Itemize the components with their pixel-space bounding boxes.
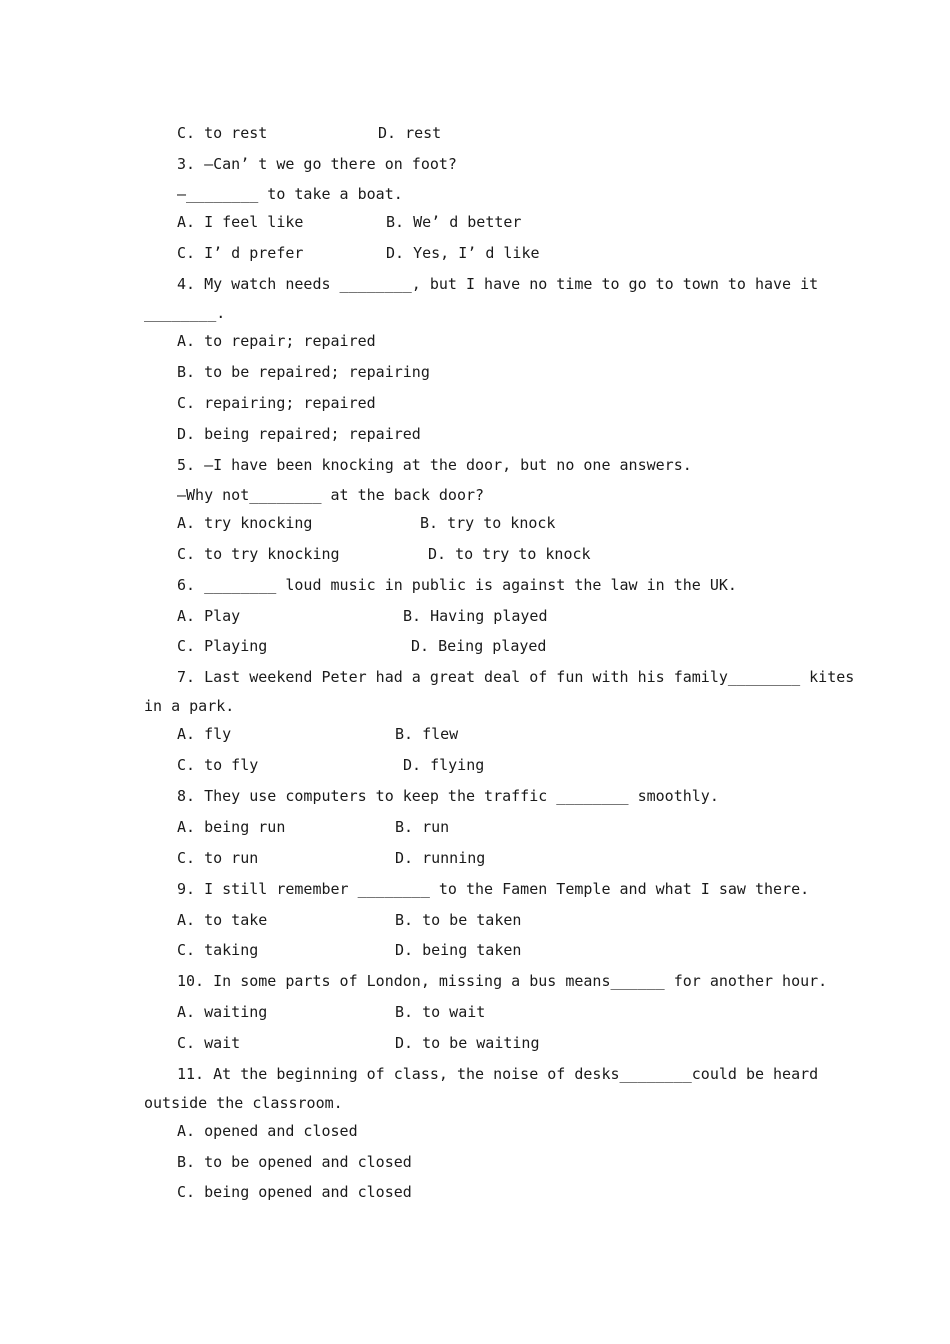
q4-option-b: B. to be repaired; repairing bbox=[177, 363, 430, 381]
question-6: 6. ________ loud music in public is against the law in the UK. bbox=[177, 576, 737, 594]
q7-option-a: A. fly bbox=[177, 725, 232, 743]
question-4: 4. My watch needs ________, but I have no time to go to town to have it bbox=[177, 275, 819, 293]
q6-option-c: C. Playing bbox=[177, 637, 268, 655]
q7-option-d: D. flying bbox=[403, 756, 485, 774]
question-5: 5. —I have been knocking at the door, but no one answers. bbox=[177, 456, 692, 474]
question-3: 3. —Can’ t we go there on foot? bbox=[177, 155, 457, 173]
q5-option-a: A. try knocking bbox=[177, 514, 313, 532]
q6-option-a: A. Play bbox=[177, 607, 241, 625]
q8-option-b: B. run bbox=[395, 818, 450, 836]
question-7: 7. Last weekend Peter had a great deal of fun with his family________ kites bbox=[177, 668, 855, 686]
q7-option-c: C. to fly bbox=[177, 756, 259, 774]
q10-option-c: C. wait bbox=[177, 1034, 241, 1052]
option-c: C. to rest bbox=[177, 124, 268, 142]
q9-option-b: B. to be taken bbox=[395, 911, 522, 929]
q4-option-c: C. repairing; repaired bbox=[177, 394, 376, 412]
q8-option-d: D. running bbox=[395, 849, 486, 867]
q7-option-b: B. flew bbox=[395, 725, 459, 743]
q5-option-c: C. to try knocking bbox=[177, 545, 340, 563]
q10-option-d: D. to be waiting bbox=[395, 1034, 540, 1052]
question-4-continued: ________. bbox=[144, 304, 226, 322]
q11-option-b: B. to be opened and closed bbox=[177, 1153, 412, 1171]
q11-option-c: C. being opened and closed bbox=[177, 1183, 412, 1201]
q9-option-a: A. to take bbox=[177, 911, 268, 929]
q6-option-d: D. Being played bbox=[411, 637, 547, 655]
q9-option-d: D. being taken bbox=[395, 941, 522, 959]
q3-option-a: A. I feel like bbox=[177, 213, 304, 231]
q4-option-d: D. being repaired; repaired bbox=[177, 425, 421, 443]
q9-option-c: C. taking bbox=[177, 941, 259, 959]
q5-option-d: D. to try to knock bbox=[428, 545, 591, 563]
q8-option-a: A. being run bbox=[177, 818, 286, 836]
question-9: 9. I still remember ________ to the Famen Temple and what I saw there. bbox=[177, 880, 810, 898]
q11-option-a: A. opened and closed bbox=[177, 1122, 358, 1140]
option-d: D. rest bbox=[378, 124, 442, 142]
question-11-continued: outside the classroom. bbox=[144, 1094, 343, 1112]
question-10: 10. In some parts of London, missing a bus means______ for another hour. bbox=[177, 972, 828, 990]
q4-option-a: A. to repair; repaired bbox=[177, 332, 376, 350]
question-8: 8. They use computers to keep the traffic ________ smoothly. bbox=[177, 787, 719, 805]
q10-option-a: A. waiting bbox=[177, 1003, 268, 1021]
q3-option-b: B. We’ d better bbox=[386, 213, 522, 231]
q5-option-b: B. try to knock bbox=[420, 514, 556, 532]
q3-option-c: C. I’ d prefer bbox=[177, 244, 304, 262]
q8-option-c: C. to run bbox=[177, 849, 259, 867]
q10-option-b: B. to wait bbox=[395, 1003, 486, 1021]
question-11: 11. At the beginning of class, the noise of desks________could be heard bbox=[177, 1065, 819, 1083]
q3-option-d: D. Yes, I’ d like bbox=[386, 244, 540, 262]
q6-option-b: B. Having played bbox=[403, 607, 548, 625]
question-3-response: —________ to take a boat. bbox=[177, 185, 403, 203]
question-5-response: —Why not________ at the back door? bbox=[177, 486, 485, 504]
question-7-continued: in a park. bbox=[144, 697, 235, 715]
